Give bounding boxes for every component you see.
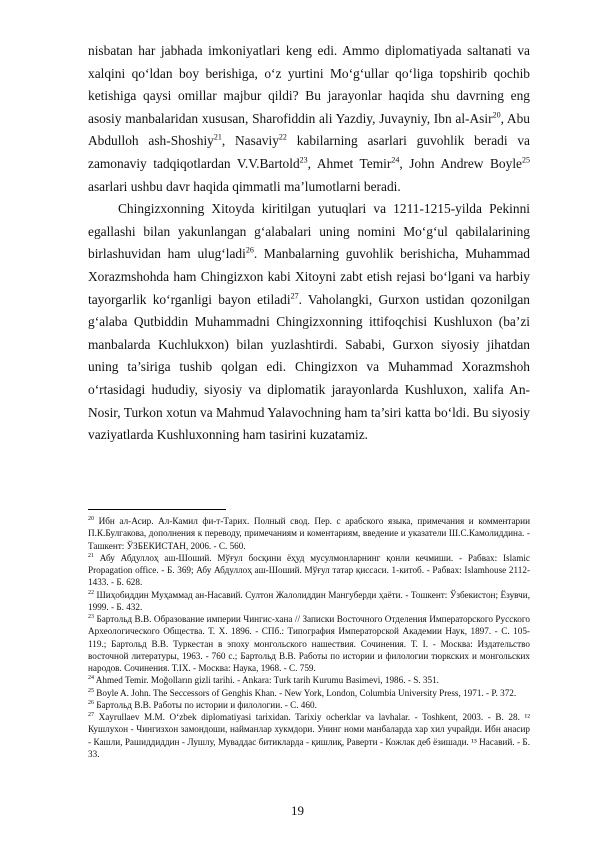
paragraph-text: , Ahmet Temir: [307, 155, 392, 171]
footnote-text: Ahmed Temir. Moğolların gizli tarihi. - Ankara: Turk tarih Kurumu Basimevi, 1986. - S. 351.: [95, 675, 439, 686]
paragraph-text: , Abu Abdulloh ash-Shoshiy: [88, 110, 530, 149]
footnote-item: [88, 674, 530, 686]
footnote-ref[interactable]: 23: [299, 155, 308, 165]
footnote-text: Абу Абдуллоҳ аш-Шоший. Мўғул босқини ёҳуд мусулмонларнинг қонли кечмиши. - Рабвах: Islamic Propagation office. - Б. 369; Абу Абдуллоҳ аш-Шоший. Мўғул татар қиссаси. 1-китоб. - Рабвах: Islamhouse 2112-1433. - Б. 628.: [88, 552, 530, 588]
paragraph-1: [88, 40, 530, 198]
footnote-ref[interactable]: 20: [492, 110, 501, 120]
footnote-text: Xayrullaev M.M. O‘zbek diplomatiyasi tarixidan. Tarixiy ocherklar va lavhalar. - Toshkent, 2003. - B. 28. ¹² Кушлухон - Чингизхон замондоши, найманлар хукмдори. Унинг номи манбаларда хар хил учрайди. Ибн анасир - Кашли, Рашиддиддин - Лушлу, Муваддас битикларда - қишлиқ, Раверти - Кожлак деб ёзишади. ¹³ Насавий. - Б. 33.: [88, 712, 531, 759]
paragraph-text: . Vaholangki, Gurxon ustidan qozonilgan g‘alaba Qutbiddin Muhammadni Chingizxonning ittifoqchisi Kushluxon (ba’zi manbalarda Kuchlukxon) bilan yuzlashtirdi. Sababi, Gurxon siyosiy jihatdan uning ta’siriga tushib qolgan edi. Chingizxon va Muhammad Xorazmshoh o‘rtasidagi hududiy, siyosiy va diplomatik jarayonlarda Kushluxon, xalifa An-Nosir, Turkon xotun va Mahmud Yalavochning ham ta’siri katta bo‘ldi. Bu siyosiy vaziyatlarda Kushluxonning ham tasirini kuzatamiz.: [88, 291, 530, 443]
footnote-number: 20: [88, 515, 94, 522]
footnote-text: Boyle A. John. The Seccessors of Genghis Khan. - New York, London, Columbia University Press, 1971. - P. 372.: [96, 687, 517, 698]
footnote-ref[interactable]: 24: [391, 155, 400, 165]
footnote-number: 24: [88, 675, 94, 682]
paragraph-text: asarlari ushbu davr haqida qimmatli ma’lumotlarni beradi.: [88, 178, 401, 194]
footnote-text: Бартольд В.В. Образование империи Чингис-хана // Записки Восточного Отделения Императорского Русского Археологического Общества. Т. Х. 1896. - СПб.: Типография Императорской Академии Наук, 1897. - С. 105-119.; Бартольд В.В. Туркестан в эпоху монгольского нашествия. Сочинения. Т. I. - Москва: Издательство восточной литературы, 1963. - 760 с.; Бартольд В.В. Работы по истории и филологии тюркских и монгольских народов. Сочинения. Т.IX. - Москва: Наука, 1968. - С. 759.: [88, 614, 530, 673]
footnote-item: [88, 711, 530, 760]
paragraph-text: kabilarning asarlari guvohlik beradi va zamonaviy tadqiqotlardan V.V.Bartold: [88, 133, 530, 171]
footnote-ref[interactable]: 21: [213, 132, 222, 142]
footnote-item: [88, 515, 530, 552]
footnote-ref[interactable]: 22: [278, 132, 287, 142]
footnote-ref[interactable]: 27: [290, 291, 299, 301]
footnote-text: Бартольд В.В. Работы по истории и филологии. - С. 460.: [96, 699, 317, 710]
footnote-item: [88, 613, 530, 674]
footnote-number: 26: [88, 699, 94, 706]
footnote-ref[interactable]: 26: [245, 245, 254, 255]
footnote-number: 27: [88, 711, 94, 718]
paragraph-text: , John Andrew Boyle: [399, 155, 522, 171]
footnote-number: 22: [88, 589, 94, 596]
paragraph-text: nisbatan har jabhada imkoniyatlari keng edi. Ammo diplomatiyada saltanati va xalqini qo‘ldan boy berishiga, o‘z yurtini Mo‘g‘ullar qo‘liga topshirib qochib ketishiga qaysi omillar majbur qildi? Bu jarayonlar haqida shu davrning eng asosiy manbalaridan xususan, Sharofiddin ali Yazdiy, Juvayniy, Ibn al-Asir: [88, 43, 530, 126]
footnote-number: 21: [88, 552, 94, 559]
footnote-text: Ибн ал-Асир. Ал-Камил фи-т-Тарих. Полный свод. Пер. с арабского языка, примечания и комментарии П.К.Булгакова, дополнения к переводу, примечаниям и коментариям, введение и указатели Ш.С.Камолиддина. - Ташкент: ЎЗБЕКИСТАН, 2006. - С. 560.: [88, 516, 530, 551]
footnote-divider: [88, 509, 226, 510]
footnote-text: Шиҳобиддин Муҳаммад ан-Насавий. Султон Жалолиддин Мангуберди ҳаёти. - Тошкент: Ўзбекистон; Ёзувчи, 1999. - Б. 432.: [88, 589, 530, 612]
footnotes: [88, 515, 530, 760]
footnote-number: 23: [88, 613, 94, 620]
paragraph-text: , Nasaviy: [221, 133, 279, 149]
footnote-item: [88, 687, 530, 699]
footnote-item: [88, 552, 530, 589]
page-number: 19: [291, 803, 304, 818]
paragraph-text: Chingizxonning Xitoyda kiritilgan yutuqlari va 1211-1215-yilda Pekinni egallashi bilan yakunlangan g‘alabalari uning nomini Mo‘g‘ul qabilalarining birlashuvidan ham ulug‘ladi: [88, 201, 530, 262]
footnote-item: [88, 699, 530, 711]
footnote-ref[interactable]: 25: [521, 155, 530, 165]
footnote-item: [88, 589, 530, 614]
paragraph-text: . Manbalarning guvohlik berishicha, Muhammad Xorazmshohda ham Chingizxon kabi Xitoyni zabt etish rejasi bo‘lgani va harbiy tayorgarlik ko‘rganligi bayon etiladi: [88, 246, 530, 307]
paragraph-2: [88, 198, 530, 447]
main-text: [88, 40, 530, 447]
footnote-number: 25: [88, 687, 94, 694]
